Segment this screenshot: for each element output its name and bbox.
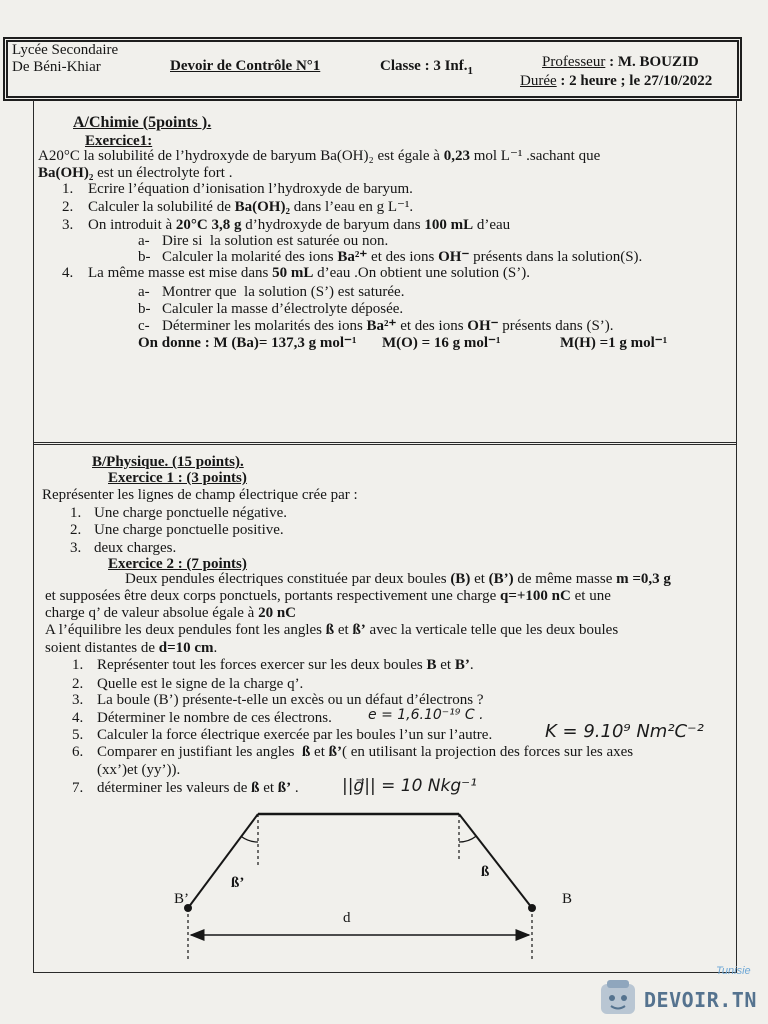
statement-line [45, 640, 217, 657]
question-number: 2. [62, 199, 74, 215]
thread-left [188, 814, 258, 908]
chimie-exercise-title: Exercice1: [85, 133, 153, 149]
angle-symbol: ß’ [277, 780, 292, 796]
exercise1-title: Exercice 1 : (3 points) [108, 470, 247, 486]
angle-symbol: ß [251, 780, 260, 796]
question-segment: Comparer en justifiant les angles [97, 744, 302, 760]
charge-value: 20 nC [258, 605, 297, 621]
question-segment: Calculer la masse d’électrolyte déposée. [162, 301, 404, 317]
angle-symbol: ß’ [352, 622, 366, 638]
question-text [97, 780, 299, 797]
handwritten-coulomb-constant: K = 9.10⁹ Nm²C⁻² [545, 721, 704, 742]
subquestion-marker: b- [138, 301, 151, 317]
question-segment: d’eau [473, 217, 511, 233]
item-text: Une charge ponctuelle positive. [94, 522, 284, 538]
angle-arc-right [459, 836, 476, 842]
pendulum-diagram [170, 800, 590, 970]
question-segment: et [310, 744, 329, 760]
question-number: 4. [62, 265, 74, 281]
exam-title: Devoir de Contrôle N°1 [170, 58, 321, 74]
statement-segment: A l’équilibre les deux pendules font les angles [45, 622, 326, 638]
statement-line [125, 571, 671, 588]
question-number: 7. [72, 780, 84, 796]
given-molar-mass-ba: On donne : M (Ba)= 137,3 g mol⁻¹ [138, 335, 357, 351]
question-segment: d’eau .On obtient une solution (S’). [313, 265, 531, 281]
logo-icon-eye [609, 995, 615, 1001]
question-segment: et [436, 657, 455, 673]
question-segment: et [259, 780, 278, 796]
mass-value: m =0,3 g [616, 571, 671, 587]
question-segment: déterminer les valeurs de [97, 780, 252, 796]
intro-text: mol L⁻¹ .sachant que [469, 148, 601, 164]
distance-label: d [343, 910, 351, 926]
professor-value: : M. BOUZID [605, 54, 699, 70]
question-text [88, 181, 413, 198]
angle-symbol: ß’ [328, 744, 342, 760]
thread-right [459, 814, 532, 908]
statement-segment: charge q’ de valeur absolue égale à [45, 605, 259, 621]
chimie-intro-line [38, 148, 600, 165]
logo-icon-cap [607, 980, 629, 988]
statement-segment: et une [570, 588, 611, 604]
question-text [88, 199, 413, 216]
subquestion-marker: a- [138, 233, 150, 249]
exercise2-title: Exercice 2 : (7 points) [108, 556, 247, 572]
subquestion-marker: c- [138, 318, 150, 334]
ball-label-left: B’ [174, 891, 189, 907]
question-segment: Calculer la solubilité de [88, 199, 235, 215]
question-text [97, 744, 633, 761]
question-text [88, 265, 530, 282]
ball-right [528, 904, 536, 912]
question-segment: Calculer la force électrique exercée par les boules l’un sur l’autre. [97, 727, 493, 743]
angle-arc-left [241, 837, 258, 843]
distance-value: d=10 cm [158, 640, 214, 656]
subquestion-marker: a- [138, 284, 150, 300]
angle-label-left: ß’ [231, 875, 245, 891]
professor-label: Professeur [542, 54, 606, 70]
question-text [97, 710, 332, 727]
formula: Ba(OH)₂ [38, 165, 94, 181]
quantity: 100 mL [424, 217, 474, 233]
ion: OH⁻ [467, 318, 499, 334]
question-continuation: (xx’)et (yy’)). [97, 762, 181, 778]
intro-text: A20°C la solubilité de l’hydroxyde de baryum Ba(OH)₂ est égale à [38, 148, 444, 164]
question-number: 2. [72, 676, 84, 692]
school-name: Lycée Secondaire [12, 42, 119, 58]
question-number: 5. [72, 727, 84, 743]
question-segment: Dire si la solution est saturée ou non. [162, 233, 389, 249]
question-segment: Déterminer les molarités des ions [162, 318, 367, 334]
item-text: deux charges. [94, 540, 177, 556]
chimie-intro-line [38, 165, 232, 182]
ball-label: (B) [450, 571, 471, 587]
question-segment: et des ions [396, 318, 468, 334]
statement-segment: et [470, 571, 489, 587]
item-text: Une charge ponctuelle négative. [94, 505, 287, 521]
statement-segment: Deux pendules électriques constituée par deux boules [125, 571, 451, 587]
school-town: De Béni-Khiar [12, 59, 101, 75]
question-segment: Quelle est le signe de la charge q’. [97, 676, 304, 692]
handwritten-electron-charge: e = 1,6.10⁻¹⁹ C . [368, 707, 484, 723]
subquestion-text [162, 318, 614, 335]
question-segment: ( en utilisant la projection des forces sur les axes [341, 744, 634, 760]
subquestion-text [162, 249, 642, 266]
statement-line [45, 588, 611, 605]
statement-segment: de même masse [513, 571, 617, 587]
subquestion-text [162, 233, 388, 250]
question-number: 4. [72, 710, 84, 726]
question-number: 6. [72, 744, 84, 760]
statement-segment: et [334, 622, 353, 638]
ion: OH⁻ [438, 249, 470, 265]
question-segment: et des ions [367, 249, 439, 265]
angle-label-right: ß [481, 864, 490, 880]
question-segment: Représenter tout les forces exercer sur les deux boules [97, 657, 427, 673]
question-segment: . [469, 657, 474, 673]
angle-symbol: ß [301, 744, 311, 760]
chimie-title: A/Chimie (5points ). [73, 114, 212, 131]
question-segment: Déterminer le nombre de ces électrons. [97, 710, 332, 726]
intro-text: est un électrolyte fort . [93, 165, 233, 181]
question-segment: . [291, 780, 299, 796]
statement-segment: et supposées être deux corps ponctuels, portants respectivement une charge [45, 588, 500, 604]
question-segment: On introduit à [88, 217, 176, 233]
question-text [88, 217, 510, 234]
item-number: 1. [70, 505, 82, 521]
given-molar-mass-h: M(H) =1 g mol⁻¹ [560, 335, 668, 351]
question-text [97, 727, 492, 744]
question-segment: Ecrire l’équation d’ionisation l’hydroxyde de baryum. [88, 181, 413, 197]
formula: Ba(OH)₂ [234, 199, 290, 215]
statement-line [45, 622, 618, 639]
physique-title: B/Physique. (15 points). [92, 454, 244, 470]
ball-label: B’ [454, 657, 470, 673]
statement-segment: avec la verticale telle que les deux boules [365, 622, 619, 638]
ion: Ba²⁺ [366, 318, 397, 334]
question-number: 1. [62, 181, 74, 197]
class-label: Classe : 3 Inf. [380, 58, 468, 74]
devoir-logo-icon [598, 978, 640, 1018]
quantity: 50 mL [272, 265, 314, 281]
question-segment: dans l’eau en g L⁻¹. [289, 199, 414, 215]
class-info [380, 58, 473, 76]
ball-label: (B’) [488, 571, 514, 587]
exercise1-intro: Représenter les lignes de champ électrique crée par : [42, 487, 358, 503]
ball-label: B [426, 657, 437, 673]
quantity: 20°C 3,8 g [175, 217, 242, 233]
solubility-value: 0,23 [443, 148, 470, 164]
question-segment: La boule (B’) présente-t-elle un excès ou un défaut d’électrons ? [97, 692, 484, 708]
question-segment: présents dans (S’). [498, 318, 614, 334]
question-segment: Montrer que la solution (S’) est saturée. [162, 284, 405, 300]
statement-line [45, 605, 296, 622]
statement-segment: . [213, 640, 218, 656]
statement-segment: soient distantes de [45, 640, 159, 656]
duration-label: Durée [520, 73, 557, 89]
class-subscript: 1 [467, 65, 474, 77]
duration [520, 73, 712, 90]
question-number: 1. [72, 657, 84, 673]
charge-value: q=+100 nC [500, 588, 571, 604]
item-number: 2. [70, 522, 82, 538]
subquestion-text [162, 284, 404, 301]
question-number: 3. [72, 692, 84, 708]
question-segment: Calculer la molarité des ions [162, 249, 338, 265]
professor [542, 54, 699, 71]
angle-symbol: ß [325, 622, 335, 638]
logo-tag: Tunisie [716, 965, 751, 977]
ball-label-right: B [562, 891, 573, 907]
ion: Ba²⁺ [337, 249, 368, 265]
given-molar-mass-o: M(O) = 16 g mol⁻¹ [382, 335, 501, 351]
question-segment: La même masse est mise dans [88, 265, 273, 281]
subquestion-text [162, 301, 403, 318]
question-number: 3. [62, 217, 74, 233]
logo-brand: DEVOIR.TN [644, 988, 757, 1012]
handwritten-gravity: ||g⃗|| = 10 Nkg⁻¹ [342, 776, 477, 796]
subquestion-marker: b- [138, 249, 151, 265]
question-text [97, 657, 474, 674]
question-text [97, 676, 303, 693]
logo-icon-eye [621, 995, 627, 1001]
question-segment: présents dans la solution(S). [469, 249, 643, 265]
section-divider [33, 442, 737, 445]
duration-value: : 2 heure ; le 27/10/2022 [556, 73, 713, 89]
question-segment: d’hydroxyde de baryum dans [241, 217, 425, 233]
item-number: 3. [70, 540, 82, 556]
